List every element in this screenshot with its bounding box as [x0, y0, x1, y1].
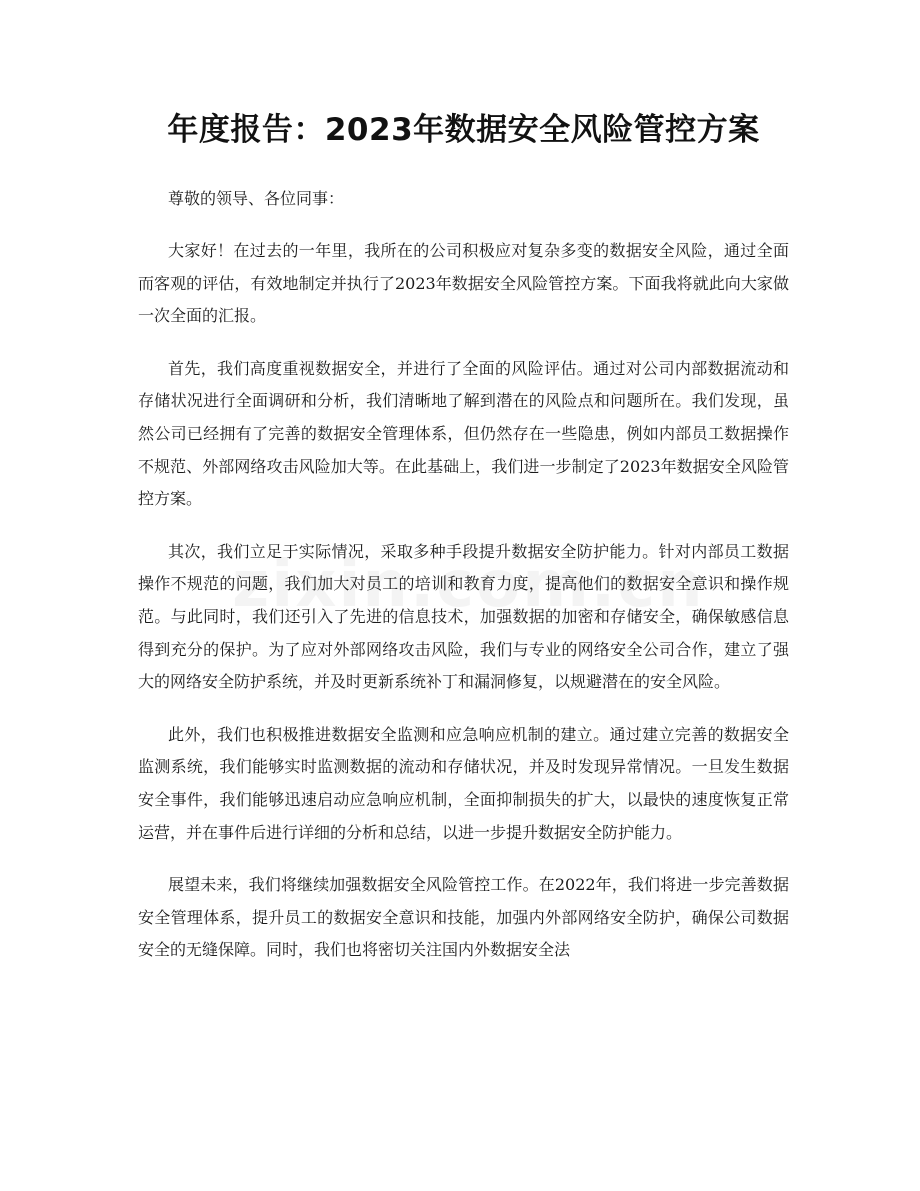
document-title: 年度报告：2023年数据安全风险管控方案: [167, 112, 760, 148]
paragraph-protection-measures: 其次，我们立足于实际情况，采取多种手段提升数据安全防护能力。针对内部员工数据操作不规范的问题，我们加大对员工的培训和教育力度，提高他们的数据安全意识和操作规范。与此同时，我们还引入了先进的信息技术，加强数据的加密和存储安全，确保敏感信息得到充分的保护。为了应对外部网络攻击风险，我们与专业的网络安全公司合作，建立了强大的网络安全防护系统，并及时更新系统补丁和漏洞修复，以规避潜在的安全风险。: [138, 541, 789, 692]
paragraph-outlook: 展望未来，我们将继续加强数据安全风险管控工作。在2022年，我们将进一步完善数据安全管理体系，提升员工的数据安全意识和技能，加强内外部网络安全防护，确保公司数据安全的无缝保障。同时，我们也将密切关注国内外数据安全法: [138, 875, 789, 960]
paragraph-monitoring-response: 此外，我们也积极推进数据安全监测和应急响应机制的建立。通过建立完善的数据安全监测系统，我们能够实时监测数据的流动和存储状况，并及时发现异常情况。一旦发生数据安全事件，我们能够迅速启动应急响应机制，全面抑制损失的扩大，以最快的速度恢复正常运营，并在事件后进行详细的分析和总结，以进一步提升数据安全防护能力。: [138, 724, 789, 842]
salutation: 尊敬的领导、各位同事：: [168, 189, 345, 208]
document-body: [138, 235, 789, 967]
paragraph-risk-assessment: 首先，我们高度重视数据安全，并进行了全面的风险评估。通过对公司内部数据流动和存储状况进行全面调研和分析，我们清晰地了解到潜在的风险点和问题所在。我们发现，虽然公司已经拥有了完善的数据安全管理体系，但仍然存在一些隐患，例如内部员工数据操作不规范、外部网络攻击风险加大等。在此基础上，我们进一步制定了2023年数据安全风险管控方案。: [138, 358, 789, 509]
paragraph-intro: 大家好！在过去的一年里，我所在的公司积极应对复杂多变的数据安全风险，通过全面而客观的评估，有效地制定并执行了2023年数据安全风险管控方案。下面我将就此向大家做一次全面的汇报。: [138, 241, 789, 326]
